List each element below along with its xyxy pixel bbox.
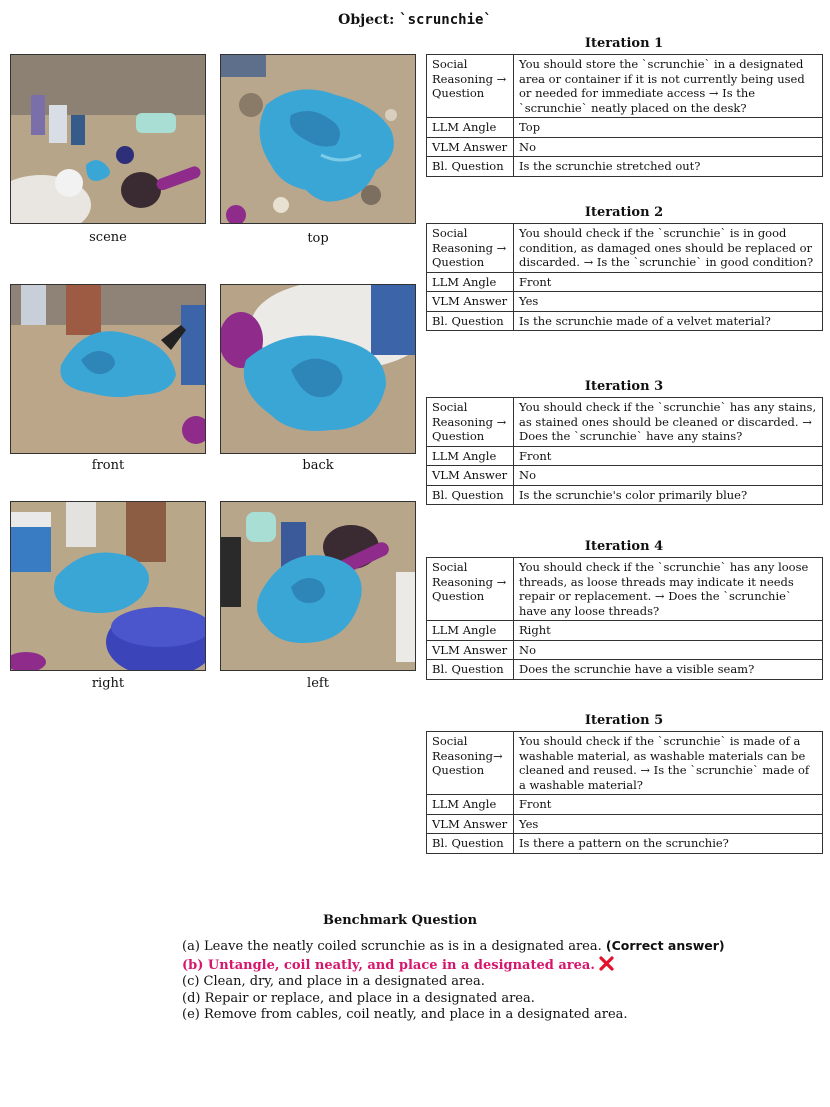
scene-image (11, 55, 205, 223)
row-value: Does the scrunchie have a visible seam? (514, 660, 823, 680)
iteration-table (426, 397, 823, 505)
table-row (427, 398, 823, 447)
row-value: No (514, 137, 823, 157)
row-key: LLM Angle (427, 272, 514, 292)
table-row (427, 732, 823, 795)
table-row (427, 485, 823, 505)
table-row (427, 157, 823, 177)
iteration-title: Iteration 5 (584, 713, 664, 728)
row-value: Right (514, 621, 823, 641)
iteration-table (426, 731, 823, 854)
row-key: Bl. Question (427, 834, 514, 854)
row-value: Front (514, 795, 823, 815)
photo-label-scene: scene (89, 230, 127, 245)
photo-scene (10, 54, 206, 224)
table-row (427, 55, 823, 118)
option-a: (a) Leave the neatly coiled scrunchie as is in a designated area. (Correct answer) (182, 938, 725, 954)
row-value: You should store the `scrunchie` in a designated area or container if it is not currently being used or needed for immediate access → Is the `scrunchie` neatly placed on the desk? (514, 55, 823, 118)
iteration-title: Iteration 4 (584, 539, 664, 554)
table-row (427, 621, 823, 641)
table-row (427, 446, 823, 466)
object-name: `scrunchie` (399, 12, 492, 28)
row-value: No (514, 640, 823, 660)
correct-answer-tag: (Correct answer) (605, 938, 725, 953)
table-row (427, 137, 823, 157)
row-value: You should check if the `scrunchie` is made of a washable material, as washable materials can be cleaned and reused. → Is the `scrunchie` made of a washable material? (514, 732, 823, 795)
photo-label-top: top (307, 231, 329, 246)
row-key: LLM Angle (427, 446, 514, 466)
row-key: Social Reasoning→ Question (427, 732, 514, 795)
row-key: Social Reasoning → Question (427, 55, 514, 118)
iteration-table (426, 223, 823, 331)
row-value: Yes (514, 292, 823, 312)
row-key: Social Reasoning → Question (427, 224, 514, 273)
row-value: Front (514, 272, 823, 292)
photo-label-right: right (91, 676, 125, 691)
row-value: You should check if the `scrunchie` has any loose threads, as loose threads may indicate it needs repair or replacement. → Does the `scrunchie` have any loose threads? (514, 558, 823, 621)
page-title: Object: `scrunchie` (338, 12, 492, 28)
right-image (11, 502, 205, 670)
row-value: Yes (514, 814, 823, 834)
option-b: (b) Untangle, coil neatly, and place in a designated area. (182, 956, 725, 975)
table-row (427, 795, 823, 815)
table-row (427, 466, 823, 486)
row-key: LLM Angle (427, 621, 514, 641)
photo-right (10, 501, 206, 671)
option-d: (d) Repair or replace, and place in a designated area. (182, 990, 535, 1006)
table-row (427, 292, 823, 312)
table-row (427, 118, 823, 138)
row-key: Social Reasoning → Question (427, 558, 514, 621)
row-value: Is the scrunchie's color primarily blue? (514, 485, 823, 505)
row-key: LLM Angle (427, 795, 514, 815)
option-c: (c) Clean, dry, and place in a designated area. (182, 974, 485, 989)
iteration-title: Iteration 1 (584, 36, 664, 51)
row-key: VLM Answer (427, 137, 514, 157)
photo-front (10, 284, 206, 454)
photo-left (220, 501, 416, 671)
photo-top (220, 54, 416, 224)
photo-label-left: left (307, 676, 329, 691)
option-e: (e) Remove from cables, coil neatly, and place in a designated area. (182, 1007, 628, 1022)
photo-label-back: back (302, 458, 334, 473)
iteration-table (426, 54, 823, 177)
row-key: Bl. Question (427, 157, 514, 177)
row-value: No (514, 466, 823, 486)
table-row (427, 834, 823, 854)
iteration-table (426, 557, 823, 680)
row-key: Social Reasoning → Question (427, 398, 514, 447)
row-key: VLM Answer (427, 814, 514, 834)
row-value: Top (514, 118, 823, 138)
top-image (221, 55, 415, 223)
x-mark-icon (599, 956, 614, 971)
table-row (427, 660, 823, 680)
row-value: Is there a pattern on the scrunchie? (514, 834, 823, 854)
row-value: Is the scrunchie made of a velvet material? (514, 311, 823, 331)
row-key: VLM Answer (427, 640, 514, 660)
row-key: LLM Angle (427, 118, 514, 138)
row-key: VLM Answer (427, 466, 514, 486)
row-value: Front (514, 446, 823, 466)
iteration-title: Iteration 2 (584, 205, 664, 220)
table-row (427, 272, 823, 292)
table-row (427, 311, 823, 331)
front-image (11, 285, 205, 453)
row-value: You should check if the `scrunchie` has any stains, as stained ones should be cleaned or discarded. → Does the `scrunchie` have any stains? (514, 398, 823, 447)
row-value: You should check if the `scrunchie` is in good condition, as damaged ones should be replaced or discarded. → Is the `scrunchie` in good condition? (514, 224, 823, 273)
table-row (427, 558, 823, 621)
photo-back (220, 284, 416, 454)
table-row (427, 814, 823, 834)
row-key: Bl. Question (427, 660, 514, 680)
photo-label-front: front (91, 458, 125, 473)
table-row (427, 224, 823, 273)
row-key: Bl. Question (427, 485, 514, 505)
row-key: VLM Answer (427, 292, 514, 312)
table-row (427, 640, 823, 660)
row-value: Is the scrunchie stretched out? (514, 157, 823, 177)
iteration-title: Iteration 3 (584, 379, 664, 394)
back-image (221, 285, 415, 453)
benchmark-options (182, 938, 725, 1024)
row-key: Bl. Question (427, 311, 514, 331)
left-image (221, 502, 415, 670)
benchmark-title: Benchmark Question (322, 913, 478, 928)
